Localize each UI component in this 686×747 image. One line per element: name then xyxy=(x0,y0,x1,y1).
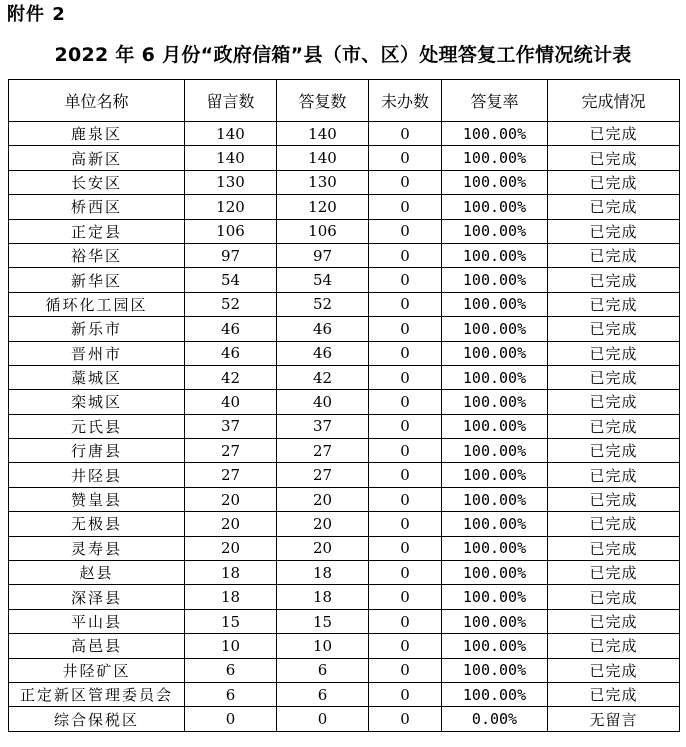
table-row xyxy=(9,170,680,194)
table-row xyxy=(9,219,680,243)
reply-count-cell: 18 xyxy=(277,561,369,585)
table-row xyxy=(9,512,680,536)
reply-count-cell: 6 xyxy=(277,682,369,706)
unit-name-cell: 井陉矿区 xyxy=(9,658,185,682)
pending-count-cell: 0 xyxy=(369,561,442,585)
message-count-cell: 27 xyxy=(185,463,277,487)
pending-count-cell: 0 xyxy=(369,439,442,463)
message-count-cell: 15 xyxy=(185,609,277,633)
unit-name-cell: 正定新区管理委员会 xyxy=(9,682,185,706)
completion-status-cell: 已完成 xyxy=(548,487,680,511)
pending-count-cell: 0 xyxy=(369,170,442,194)
message-count-cell: 120 xyxy=(185,195,277,219)
table-row xyxy=(9,390,680,414)
unit-name-cell: 藁城区 xyxy=(9,365,185,389)
pending-count-cell: 0 xyxy=(369,146,442,170)
completion-status-cell: 已完成 xyxy=(548,585,680,609)
unit-name-cell: 晋州市 xyxy=(9,341,185,365)
pending-count-cell: 0 xyxy=(369,317,442,341)
reply-rate-cell: 100.00% xyxy=(442,268,548,292)
reply-count-cell: 37 xyxy=(277,414,369,438)
pending-count-cell: 0 xyxy=(369,414,442,438)
reply-count-cell: 120 xyxy=(277,195,369,219)
table-row xyxy=(9,585,680,609)
column-header-pending: 未办数 xyxy=(369,80,442,122)
unit-name-cell: 栾城区 xyxy=(9,390,185,414)
pending-count-cell: 0 xyxy=(369,536,442,560)
reply-rate-cell: 100.00% xyxy=(442,561,548,585)
unit-name-cell: 高邑县 xyxy=(9,634,185,658)
message-count-cell: 52 xyxy=(185,292,277,316)
unit-name-cell: 新华区 xyxy=(9,268,185,292)
reply-count-cell: 0 xyxy=(277,707,369,731)
reply-count-cell: 10 xyxy=(277,634,369,658)
unit-name-cell: 行唐县 xyxy=(9,439,185,463)
reply-rate-cell: 100.00% xyxy=(442,487,548,511)
table-row xyxy=(9,609,680,633)
completion-status-cell: 已完成 xyxy=(548,317,680,341)
reply-count-cell: 52 xyxy=(277,292,369,316)
reply-rate-cell: 100.00% xyxy=(442,292,548,316)
completion-status-cell: 已完成 xyxy=(548,146,680,170)
unit-name-cell: 元氏县 xyxy=(9,414,185,438)
reply-rate-cell: 100.00% xyxy=(442,609,548,633)
message-count-cell: 140 xyxy=(185,146,277,170)
message-count-cell: 106 xyxy=(185,219,277,243)
table-row xyxy=(9,122,680,146)
reply-count-cell: 27 xyxy=(277,463,369,487)
unit-name-cell: 平山县 xyxy=(9,609,185,633)
pending-count-cell: 0 xyxy=(369,707,442,731)
message-count-cell: 6 xyxy=(185,682,277,706)
unit-name-cell: 综合保税区 xyxy=(9,707,185,731)
completion-status-cell: 已完成 xyxy=(548,292,680,316)
reply-rate-cell: 100.00% xyxy=(442,219,548,243)
reply-rate-cell: 100.00% xyxy=(442,365,548,389)
reply-count-cell: 6 xyxy=(277,658,369,682)
table-row xyxy=(9,292,680,316)
reply-rate-cell: 100.00% xyxy=(442,243,548,267)
message-count-cell: 20 xyxy=(185,512,277,536)
completion-status-cell: 已完成 xyxy=(548,195,680,219)
pending-count-cell: 0 xyxy=(369,219,442,243)
pending-count-cell: 0 xyxy=(369,682,442,706)
pending-count-cell: 0 xyxy=(369,658,442,682)
pending-count-cell: 0 xyxy=(369,512,442,536)
column-header-replies: 答复数 xyxy=(277,80,369,122)
reply-rate-cell: 100.00% xyxy=(442,536,548,560)
pending-count-cell: 0 xyxy=(369,463,442,487)
message-count-cell: 18 xyxy=(185,561,277,585)
column-header-completion-status: 完成情况 xyxy=(548,80,680,122)
reply-rate-cell: 100.00% xyxy=(442,146,548,170)
unit-name-cell: 鹿泉区 xyxy=(9,122,185,146)
reply-rate-cell: 100.00% xyxy=(442,439,548,463)
reply-rate-cell: 100.00% xyxy=(442,414,548,438)
reply-count-cell: 54 xyxy=(277,268,369,292)
message-count-cell: 40 xyxy=(185,390,277,414)
document-title: 2022 年 6 月份“政府信箱”县（市、区）处理答复工作情况统计表 xyxy=(54,44,632,66)
completion-status-cell: 已完成 xyxy=(548,561,680,585)
completion-status-cell: 无留言 xyxy=(548,707,680,731)
message-count-cell: 0 xyxy=(185,707,277,731)
table-row xyxy=(9,658,680,682)
column-header-messages: 留言数 xyxy=(185,80,277,122)
reply-count-cell: 46 xyxy=(277,317,369,341)
message-count-cell: 6 xyxy=(185,658,277,682)
reply-rate-cell: 0.00% xyxy=(442,707,548,731)
completion-status-cell: 已完成 xyxy=(548,634,680,658)
unit-name-cell: 深泽县 xyxy=(9,585,185,609)
table-row xyxy=(9,365,680,389)
message-count-cell: 27 xyxy=(185,439,277,463)
reply-rate-cell: 100.00% xyxy=(442,585,548,609)
reply-count-cell: 20 xyxy=(277,536,369,560)
message-count-cell: 42 xyxy=(185,365,277,389)
unit-name-cell: 高新区 xyxy=(9,146,185,170)
pending-count-cell: 0 xyxy=(369,585,442,609)
message-count-cell: 46 xyxy=(185,317,277,341)
table-row xyxy=(9,317,680,341)
completion-status-cell: 已完成 xyxy=(548,414,680,438)
completion-status-cell: 已完成 xyxy=(548,609,680,633)
reply-count-cell: 15 xyxy=(277,609,369,633)
message-count-cell: 97 xyxy=(185,243,277,267)
reply-rate-cell: 100.00% xyxy=(442,195,548,219)
table-row xyxy=(9,536,680,560)
attachment-label: 附件 2 xyxy=(7,4,66,25)
pending-count-cell: 0 xyxy=(369,609,442,633)
completion-status-cell: 已完成 xyxy=(548,463,680,487)
reply-count-cell: 130 xyxy=(277,170,369,194)
reply-rate-cell: 100.00% xyxy=(442,634,548,658)
table-row xyxy=(9,682,680,706)
message-count-cell: 46 xyxy=(185,341,277,365)
reply-rate-cell: 100.00% xyxy=(442,463,548,487)
message-count-cell: 130 xyxy=(185,170,277,194)
pending-count-cell: 0 xyxy=(369,634,442,658)
unit-name-cell: 赞皇县 xyxy=(9,487,185,511)
table-body xyxy=(9,122,680,732)
reply-rate-cell: 100.00% xyxy=(442,658,548,682)
unit-name-cell: 新乐市 xyxy=(9,317,185,341)
table-row xyxy=(9,146,680,170)
completion-status-cell: 已完成 xyxy=(548,219,680,243)
reply-rate-cell: 100.00% xyxy=(442,341,548,365)
reply-rate-cell: 100.00% xyxy=(442,170,548,194)
unit-name-cell: 井陉县 xyxy=(9,463,185,487)
reply-rate-cell: 100.00% xyxy=(442,390,548,414)
pending-count-cell: 0 xyxy=(369,243,442,267)
message-count-cell: 20 xyxy=(185,487,277,511)
completion-status-cell: 已完成 xyxy=(548,365,680,389)
completion-status-cell: 已完成 xyxy=(548,512,680,536)
pending-count-cell: 0 xyxy=(369,195,442,219)
reply-count-cell: 140 xyxy=(277,122,369,146)
pending-count-cell: 0 xyxy=(369,122,442,146)
reply-count-cell: 97 xyxy=(277,243,369,267)
reply-count-cell: 20 xyxy=(277,512,369,536)
table-row xyxy=(9,463,680,487)
completion-status-cell: 已完成 xyxy=(548,682,680,706)
reply-rate-cell: 100.00% xyxy=(442,317,548,341)
table-row xyxy=(9,341,680,365)
reply-count-cell: 42 xyxy=(277,365,369,389)
unit-name-cell: 裕华区 xyxy=(9,243,185,267)
unit-name-cell: 长安区 xyxy=(9,170,185,194)
pending-count-cell: 0 xyxy=(369,365,442,389)
pending-count-cell: 0 xyxy=(369,268,442,292)
table-row xyxy=(9,195,680,219)
column-header-reply-rate: 答复率 xyxy=(442,80,548,122)
completion-status-cell: 已完成 xyxy=(548,439,680,463)
unit-name-cell: 桥西区 xyxy=(9,195,185,219)
unit-name-cell: 赵县 xyxy=(9,561,185,585)
column-header-unit-name: 单位名称 xyxy=(9,80,185,122)
completion-status-cell: 已完成 xyxy=(548,341,680,365)
reply-rate-cell: 100.00% xyxy=(442,682,548,706)
pending-count-cell: 0 xyxy=(369,390,442,414)
table-row xyxy=(9,634,680,658)
reply-count-cell: 27 xyxy=(277,439,369,463)
completion-status-cell: 已完成 xyxy=(548,658,680,682)
message-count-cell: 37 xyxy=(185,414,277,438)
table-row xyxy=(9,414,680,438)
pending-count-cell: 0 xyxy=(369,292,442,316)
reply-rate-cell: 100.00% xyxy=(442,122,548,146)
message-count-cell: 54 xyxy=(185,268,277,292)
message-count-cell: 140 xyxy=(185,122,277,146)
unit-name-cell: 无极县 xyxy=(9,512,185,536)
reply-count-cell: 40 xyxy=(277,390,369,414)
table-header-row xyxy=(9,80,680,122)
completion-status-cell: 已完成 xyxy=(548,170,680,194)
table-row xyxy=(9,487,680,511)
completion-status-cell: 已完成 xyxy=(548,243,680,267)
table-row xyxy=(9,243,680,267)
message-count-cell: 20 xyxy=(185,536,277,560)
unit-name-cell: 灵寿县 xyxy=(9,536,185,560)
table-row xyxy=(9,268,680,292)
completion-status-cell: 已完成 xyxy=(548,122,680,146)
reply-count-cell: 18 xyxy=(277,585,369,609)
statistics-table xyxy=(8,79,680,732)
message-count-cell: 10 xyxy=(185,634,277,658)
table-row xyxy=(9,439,680,463)
completion-status-cell: 已完成 xyxy=(548,268,680,292)
completion-status-cell: 已完成 xyxy=(548,390,680,414)
reply-rate-cell: 100.00% xyxy=(442,512,548,536)
pending-count-cell: 0 xyxy=(369,341,442,365)
reply-count-cell: 140 xyxy=(277,146,369,170)
reply-count-cell: 20 xyxy=(277,487,369,511)
unit-name-cell: 循环化工园区 xyxy=(9,292,185,316)
message-count-cell: 18 xyxy=(185,585,277,609)
completion-status-cell: 已完成 xyxy=(548,536,680,560)
pending-count-cell: 0 xyxy=(369,487,442,511)
table-row xyxy=(9,561,680,585)
unit-name-cell: 正定县 xyxy=(9,219,185,243)
reply-count-cell: 46 xyxy=(277,341,369,365)
table-row xyxy=(9,707,680,731)
reply-count-cell: 106 xyxy=(277,219,369,243)
